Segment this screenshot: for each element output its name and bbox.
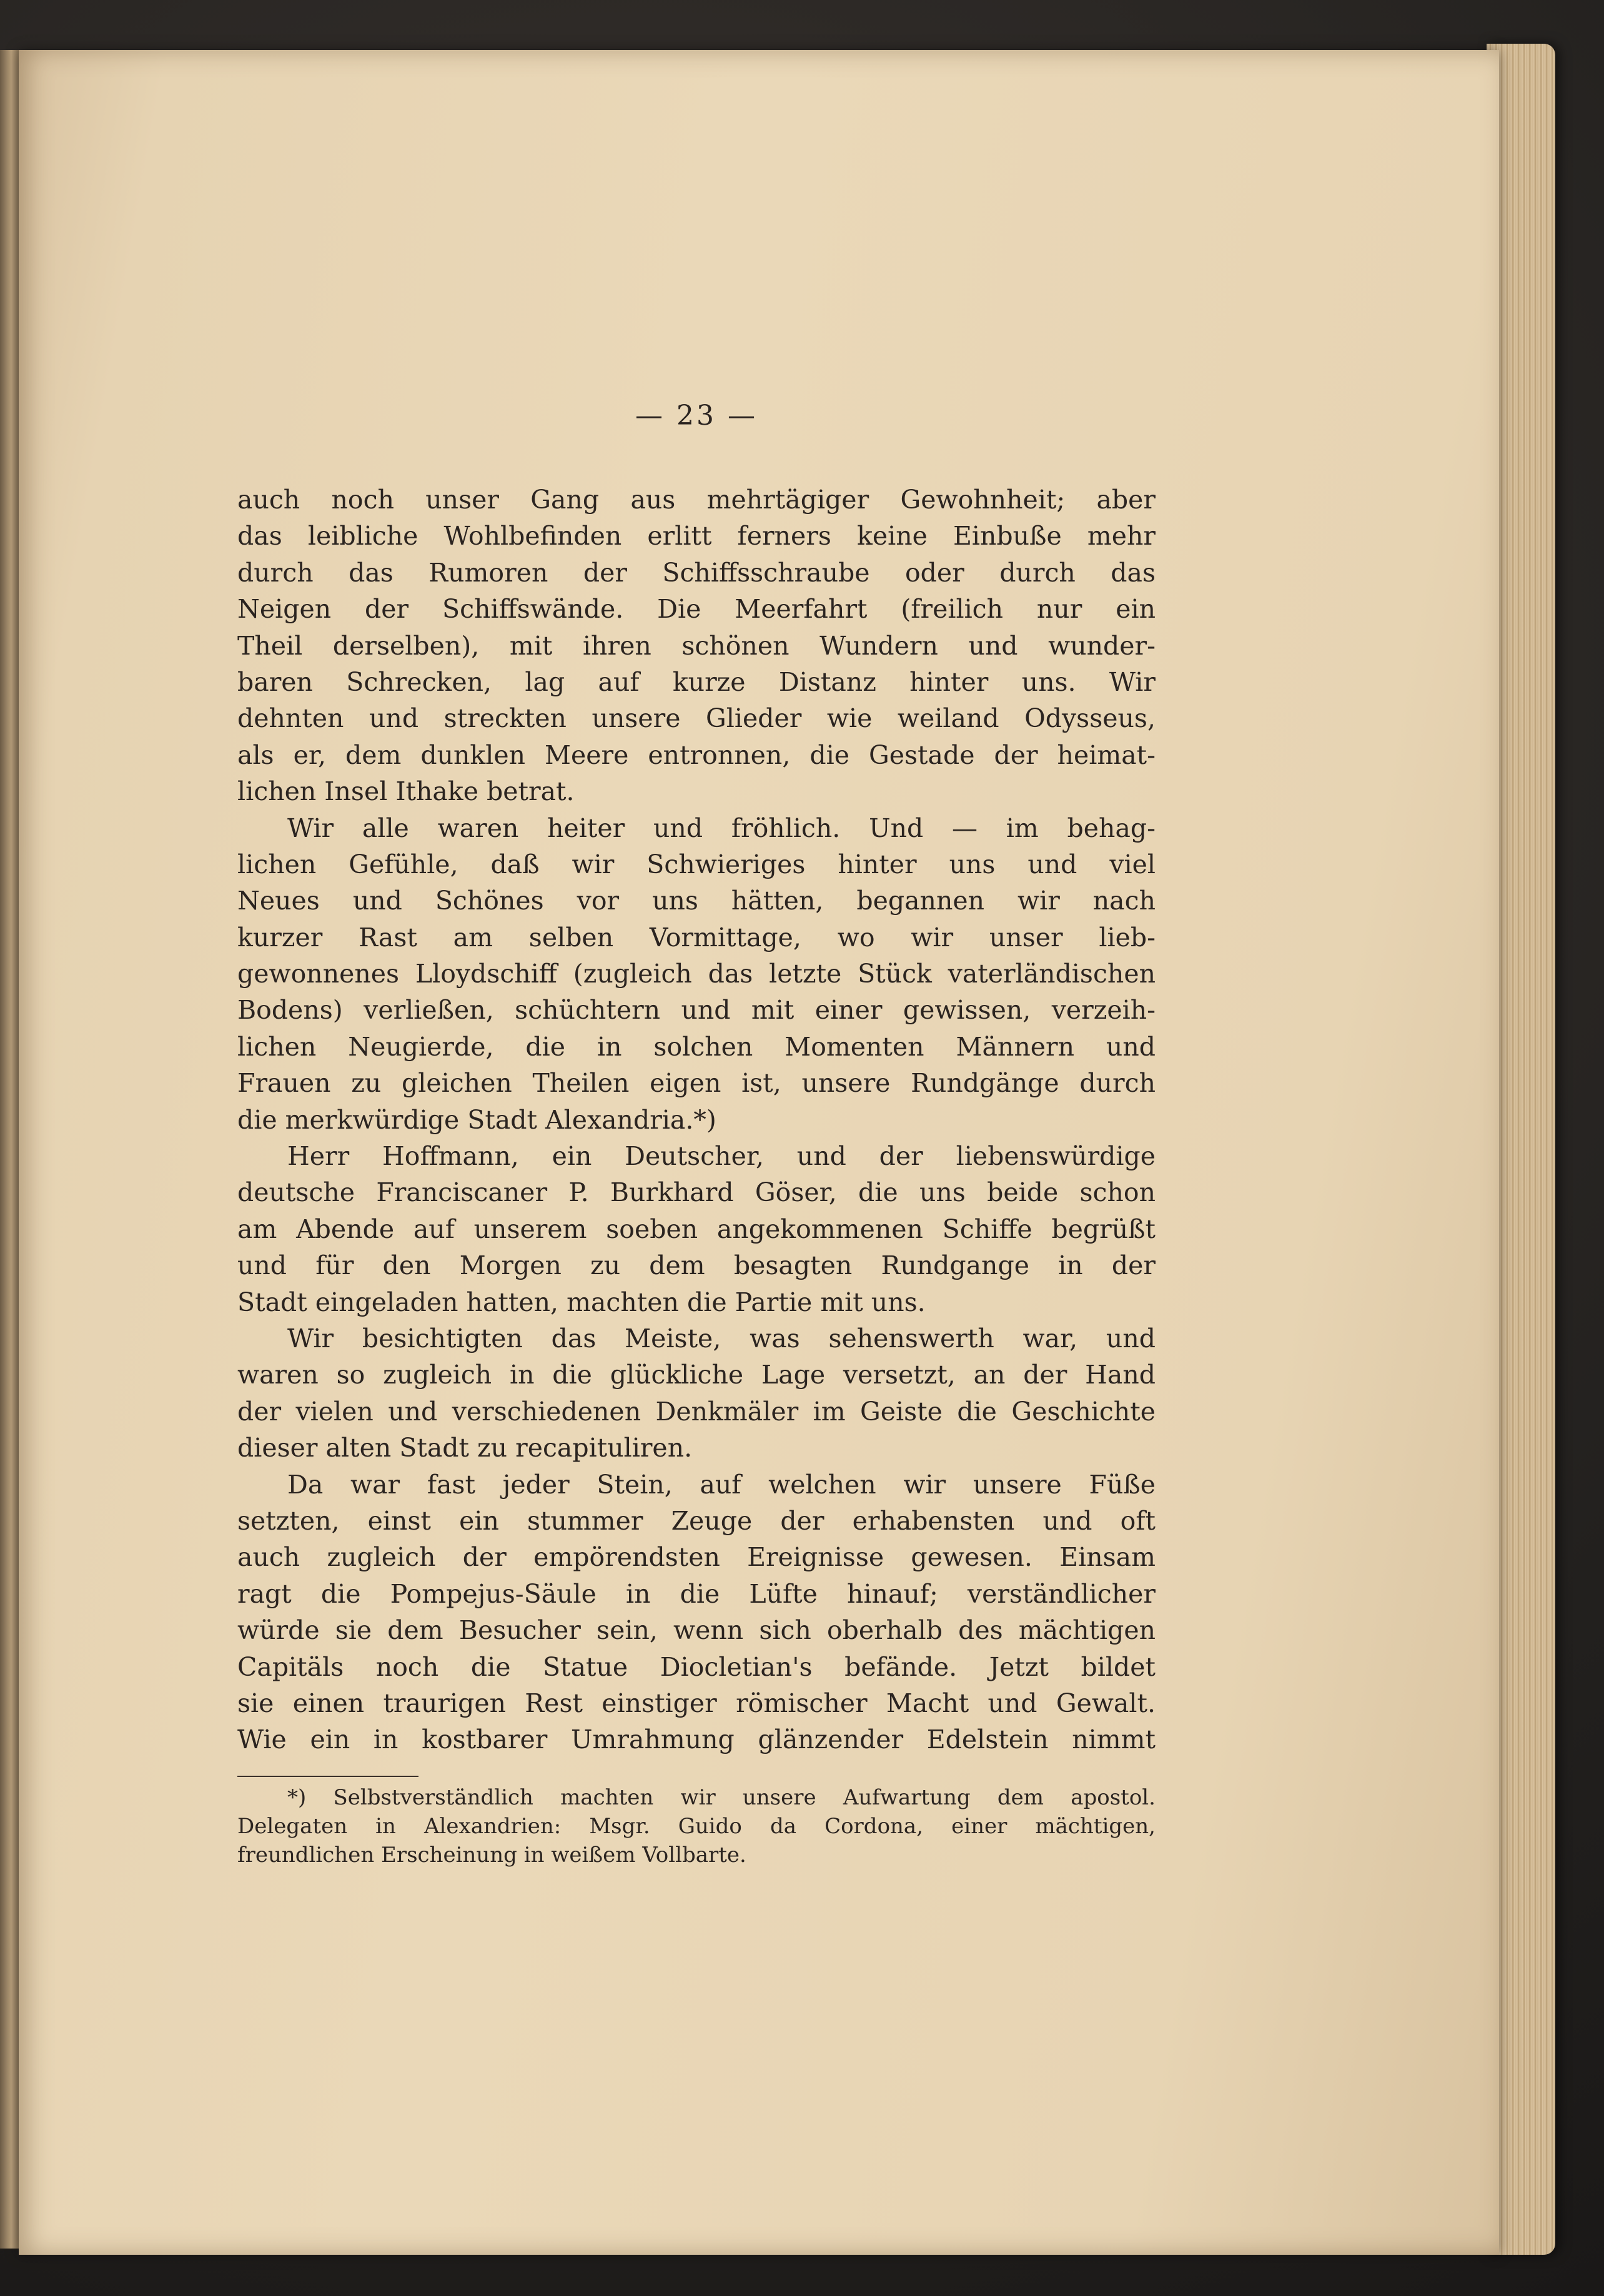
text-line: setzten, einst ein stummer Zeuge der erhabensten und oft: [237, 1505, 1156, 1536]
text-line: als er, dem dunklen Meere entronnen, die Gestade der heimat-: [237, 740, 1156, 770]
text-line: lichen Insel Ithake betrat.: [237, 776, 575, 807]
text-line: Neigen der Schiffswände. Die Meerfahrt (freilich nur ein: [237, 594, 1156, 625]
text-line: durch das Rumoren der Schiffsschraube oder durch das: [237, 557, 1156, 588]
text-line: Frauen zu gleichen Theilen eigen ist, unsere Rundgänge durch: [237, 1068, 1156, 1099]
body-text: [237, 482, 1156, 1758]
text-line: dieser alten Stadt zu recapituliren.: [237, 1433, 693, 1463]
text-line: Wir besichtigten das Meiste, was sehenswerth war, und: [287, 1323, 1156, 1353]
text-line: Wie ein in kostbarer Umrahmung glänzender Edelstein nimmt: [237, 1724, 1156, 1755]
left-page-edge: [0, 50, 19, 2249]
text-line: gewonnenes Lloydschiff (zugleich das letzte Stück vaterländischen: [237, 959, 1156, 989]
text-line: die merkwürdige Stadt Alexandria.*): [237, 1104, 716, 1135]
page-number: — 23 —: [635, 400, 758, 432]
text-line: Theil derselben), mit ihren schönen Wundern und wunder-: [237, 630, 1156, 661]
text-line: sie einen traurigen Rest einstiger römischer Macht und Gewalt.: [237, 1688, 1156, 1718]
text-line: ragt die Pompejus-Säule in die Lüfte hinauf; verständlicher: [237, 1578, 1156, 1609]
text-line: baren Schrecken, lag auf kurze Distanz hinter uns. Wir: [237, 666, 1156, 697]
text-line: das leibliche Wohlbefinden erlitt ferners keine Einbuße mehr: [237, 521, 1156, 552]
text-line: am Abende auf unserem soeben angekommenen Schiffe begrüßt: [237, 1214, 1156, 1244]
book-page: [19, 50, 1499, 2255]
footnote-rule: [237, 1776, 418, 1777]
text-line: auch noch unser Gang aus mehrtägiger Gewohnheit; aber: [237, 485, 1156, 515]
text-line: lichen Gefühle, daß wir Schwieriges hinter uns und viel: [237, 849, 1156, 879]
text-line: kurzer Rast am selben Vormittage, wo wir unser lieb-: [237, 922, 1156, 953]
footnote: [237, 1783, 1156, 1869]
footnote-line: Delegaten in Alexandrien: Msgr. Guido da Cordona, einer mächtigen,: [237, 1813, 1156, 1839]
text-line: der vielen und verschiedenen Denkmäler im Geiste die Geschichte: [237, 1396, 1156, 1427]
footnote-line: *) Selbstverständlich machten wir unsere Aufwartung dem apostol.: [287, 1784, 1156, 1810]
text-line: würde sie dem Besucher sein, wenn sich oberhalb des mächtigen: [237, 1615, 1156, 1646]
text-line: deutsche Franciscaner P. Burkhard Göser, die uns beide schon: [237, 1177, 1156, 1208]
text-line: auch zugleich der empörendsten Ereignisse gewesen. Einsam: [237, 1542, 1156, 1573]
text-line: Herr Hoffmann, ein Deutscher, und der liebenswürdige: [287, 1141, 1156, 1172]
text-line: und für den Morgen zu dem besagten Rundgange in der: [237, 1250, 1156, 1281]
text-line: lichen Neugierde, die in solchen Momenten Männern und: [237, 1031, 1156, 1062]
text-line: Stadt eingeladen hatten, machten die Partie mit uns.: [237, 1287, 926, 1317]
text-line: Wir alle waren heiter und fröhlich. Und — im behag-: [287, 813, 1156, 843]
text-line: Da war fast jeder Stein, auf welchen wir unsere Füße: [287, 1469, 1156, 1500]
text-line: Neues und Schönes vor uns hätten, begannen wir nach: [237, 886, 1156, 916]
text-line: waren so zugleich in die glückliche Lage versetzt, an der Hand: [237, 1360, 1156, 1390]
footnote-line: freundlichen Erscheinung in weißem Vollbarte.: [237, 1842, 746, 1868]
text-line: Capitäls noch die Statue Diocletian's befände. Jetzt bildet: [237, 1651, 1156, 1682]
text-line: Bodens) verließen, schüchtern und mit einer gewissen, verzeih-: [237, 995, 1156, 1026]
text-block: [237, 400, 1156, 1869]
text-line: dehnten und streckten unsere Glieder wie weiland Odysseus,: [237, 703, 1156, 734]
